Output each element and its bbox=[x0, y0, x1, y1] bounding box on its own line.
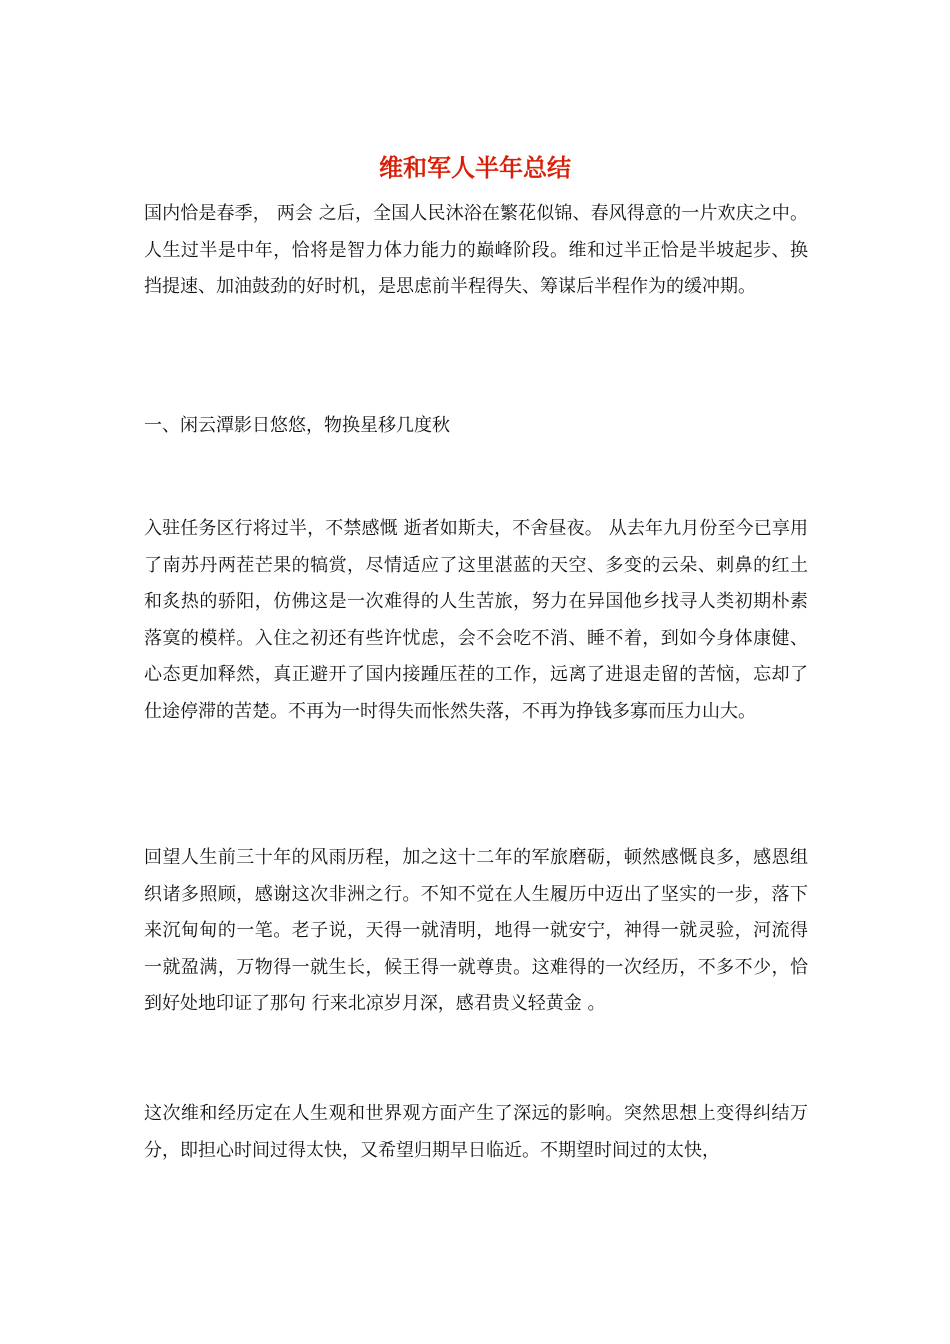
paragraph-intro: 国内恰是春季， 两会 之后，全国人民沐浴在繁花似锦、春风得意的一片欢庆之中。人生过半是中年，恰将是智力体力能力的巅峰阶段。维和过半正恰是半坡起步、换挡提速、加油鼓劲的好时机，是思虑前半程得失、筹谋后半程作为的缓冲期。 bbox=[144, 203, 808, 297]
paragraph-2: 入驻任务区行将过半，不禁感慨 逝者如斯夫，不舍昼夜。 从去年九月份至今已享用了南苏丹两茬芒果的犒赏，尽情适应了这里湛蓝的天空、多变的云朵、刺鼻的红土和炙热的骄阳，仿佛这是一次难得的人生苦旅，努力在异国他乡找寻人类初期朴素落寞的模样。入住之初还有些许忧虑，会不会吃不消、睡不着，到如今身体康健、心态更加释然，真正避开了国内接踵压茬的工作，远离了进退走留的苦恼，忘却了仕途停滞的苦楚。不再为一时得失而怅然失落，不再为挣钱多寡而压力山大。 bbox=[144, 518, 808, 722]
paragraph-4: 这次维和经历定在人生观和世界观方面产生了深远的影响。突然思想上变得纠结万分，即担心时间过得太快，又希望归期早日临近。不期望时间过的太快， bbox=[144, 1103, 808, 1161]
paragraph-3: 回望人生前三十年的风雨历程，加之这十二年的军旅磨砺，顿然感慨良多，感恩组织诸多照顾，感谢这次非洲之行。不知不觉在人生履历中迈出了坚实的一步，落下来沉甸甸的一笔。老子说，天得一就清明，地得一就安宁，神得一就灵验，河流得一就盈满，万物得一就生长，候王得一就尊贵。这难得的一次经历，不多不少，恰到好处地印证了那句 行来北凉岁月深，感君贵义轻黄金 。 bbox=[144, 847, 808, 1014]
section-heading: 一、闲云潭影日悠悠，物换星移几度秋 bbox=[144, 415, 450, 436]
document-title: 维和军人半年总结 bbox=[379, 153, 571, 182]
